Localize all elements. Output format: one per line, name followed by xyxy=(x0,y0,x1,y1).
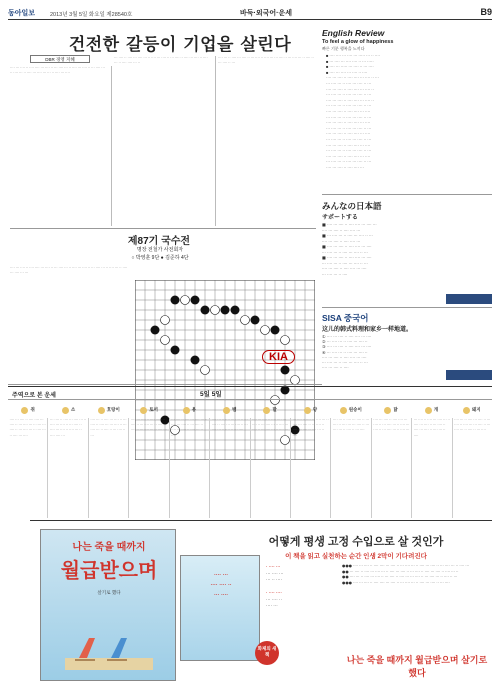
book-title-top: 나는 죽을 때까지 xyxy=(72,542,146,553)
baduk-title: 제87기 국수전 xyxy=(127,236,191,247)
article-headline: 건전한 갈등이 기업을 살린다 xyxy=(68,35,292,55)
monkey-icon xyxy=(340,407,347,414)
sisa-sponsor-badge xyxy=(446,370,492,380)
book-cover xyxy=(40,529,176,681)
book-title-main: 월급받으며 xyxy=(60,560,158,582)
zodiac-rooster: 닭 xyxy=(371,404,411,416)
horoscope-column: ···· ··· ·· ···· ··· ···· ·· ··· ···· ·· ···· ··· ··· ···· ·· ··· ···· ··· ·· ···· ·· ··· ···· xyxy=(210,418,250,518)
ad-badge: 화제의 새 책 xyxy=(255,641,279,665)
horoscope-date: 5일 5일 xyxy=(200,391,222,398)
horoscope-column: ··· ···· ·· ···· ··· ···· ··· ·· ···· ··· ···· ·· ··· ···· ·· ···· ··· ···· ·· ···· ··· ·· ···· xyxy=(412,418,452,518)
article-column-3: ···· ··· ·· ···· ··· ···· ·· ··· ···· ·· ···· ··· ··· ···· ·· ··· ···· ··· ·· ···· ·· ··· ···· ·· ··· xyxy=(218,56,314,66)
horse-icon xyxy=(263,407,270,414)
ad-bullets: · ···· ··· ··· ···· ··· ··· ·· ···· · ···· ···· ··· ···· ·· ···· ··· xyxy=(266,564,284,608)
page-number: B9 xyxy=(480,7,492,17)
column-rule xyxy=(111,66,112,226)
english-review-note: 빠른 기분 행복을 느끼다 xyxy=(322,46,365,51)
horoscope-column: ···· ··· ···· ·· ···· ···· ··· ···· ·· ··· ···· ··· ·· ···· ··· ···· ·· ··· ···· ··· ·· ···· ··· xyxy=(372,418,412,518)
zodiac-rabbit: 토끼 xyxy=(129,404,169,416)
zodiac-dog: 개 xyxy=(411,404,451,416)
baduk-players: ○ 박영훈 9단 ● 김준하 4단 xyxy=(131,255,189,261)
article-column-2: ··· ···· ·· ···· ··· ···· ··· ·· ···· ··· ···· ·· ··· ···· ·· ···· ··· ···· ·· ···· ··· ·· ···· ···· ··· ·· xyxy=(114,56,208,66)
rooster-icon xyxy=(384,407,391,414)
ad-body-text: ●●● ···· ··· ···· ·· ···· ···· ··· ···· ·· ··· ···· ··· ·· ···· ··· ···· ·· ··· ···· ··· ·· ···· ··· ●● ··· ···· ·· ···· ··· ···· ··· ·· ···· ··· ···· ·· ··· ···· ·· ···· ··· ···· ·· ···· ··· ·· ●● ···· ··· ·· ···· ··· ···· ·· ··· ···· ·· ···· ··· ··· ···· ·· ··· ···· ··· ·· ···· ·· ··· ●●● ···· ··· ···· ·· ···· ···· ··· ···· ·· ··· ···· ··· ·· ···· ··· ···· ·· ··· ···· xyxy=(342,563,470,585)
section-rule xyxy=(10,228,316,229)
horoscope-column: ··· ···· ·· ···· ··· ···· ··· ·· ···· ··· ···· ·· ··· ···· ·· ···· ··· ···· ·· ···· ··· ·· ···· xyxy=(291,418,331,518)
japanese-sponsor-badge xyxy=(446,294,492,304)
ad-brand: 나는 죽을 때까지 월급받으며 살기로 했다 xyxy=(346,655,488,678)
dog-icon xyxy=(425,407,432,414)
issue-date: 2013년 3월 5일 화요일 제28540호 xyxy=(50,12,133,18)
horoscope-column: ···· ··· ···· ·· ···· ···· ··· ···· ·· ··· ···· ··· ·· ···· ··· ···· ·· ··· ···· ··· ·· ···· ··· xyxy=(251,418,291,518)
section-title: 바둑·외국어·운세 xyxy=(240,10,292,17)
article-column-1: ···· ··· ···· ·· ···· ···· ··· ···· ·· ··· ···· ··· ·· ···· ··· ···· ·· ··· ···· ··· ·· ···· ··· ·· ···· ··· ···· ··· ··· ·· ···· ··· ···· xyxy=(10,66,105,76)
dragon-icon xyxy=(183,407,190,414)
japanese-lesson-box xyxy=(322,200,492,308)
zodiac-pig: 돼지 xyxy=(452,404,492,416)
zodiac-ox: 소 xyxy=(48,404,88,416)
sisa-chinese-box xyxy=(322,312,492,382)
zodiac-row xyxy=(8,404,492,416)
baduk-subtitle: 명장 전철가 사전회자 xyxy=(136,247,184,253)
book-back-line: ···· ···· ·· xyxy=(210,582,232,588)
section-rule xyxy=(8,384,322,385)
horoscope-column: ···· ··· ·· ···· ··· ···· ·· ··· ···· ·· ···· ··· ··· ···· ·· ··· ···· ··· ·· ···· ·· ··· ···· xyxy=(331,418,371,518)
sisa-title: SISA 중국어 xyxy=(322,313,369,323)
english-review-body: ■ ···· ···· ··· ···· ··· ····· ··· ·· ···· ■ ··· ···· ··· ···· ···· ·· ··· ····· ■ ···· ··· ····· ··· ···· ·· ··· ···· ■ ···· ··· ···· ··· ···· ·· ···· ···· ··· ···· ·· ···· ···· ··· ···· ·· ··· ··· ···· ··· ·· ···· ··· ···· ·· ··· ···· ··· ···· ·· ···· ···· ··· ···· ·· ··· ···· ··· ·· ···· ··· ···· ·· ··· ···· ··· ···· ·· ···· ···· ··· ···· ·· ··· ···· ··· ·· ···· ··· ···· ·· ··· ···· ··· ···· ·· ···· ···· ··· ···· ··· ···· ··· ·· ···· ··· ···· ·· ··· ···· ··· ···· ·· ···· ···· ··· ···· ··· ···· ··· ·· ···· ··· ···· ·· ··· ···· ··· ···· ·· ···· ···· ··· ···· ··· ···· ··· ·· ···· ··· ···· ·· ··· ···· ··· ···· ·· ···· ···· ··· ···· ··· ···· ··· ·· ···· ··· ···· ·· ··· ···· ··· ···· ·· ···· ···· ··· ···· ··· ···· ··· ·· ···· ··· ···· ·· ··· ···· ··· ···· ·· ···· ···· ··· xyxy=(326,53,381,170)
page-header xyxy=(8,6,492,20)
rabbit-icon xyxy=(140,407,147,414)
horoscope-column: ···· ··· ···· ·· ···· ···· ··· ···· ·· ··· ···· ··· ·· ···· ··· ···· ·· ··· ···· ··· ·· ···· ··· ·· ···· ··· ···· xyxy=(8,418,48,518)
sheep-icon xyxy=(304,407,311,414)
column-rule xyxy=(215,56,216,226)
english-review-box xyxy=(322,28,492,195)
snake-icon xyxy=(223,407,230,414)
book-title-end: 살기로 했다 xyxy=(97,591,121,596)
sisa-headline: 这儿的韩式料理和家乡一样地道。 xyxy=(322,326,413,333)
newspaper-logo: 동아일보 xyxy=(8,10,36,17)
ad-headline: 어떻게 평생 고정 수입으로 살 것인가 xyxy=(268,536,444,548)
ox-icon xyxy=(62,407,69,414)
tiger-icon xyxy=(98,407,105,414)
horoscope-columns xyxy=(8,418,492,518)
book-back-cover xyxy=(180,555,260,661)
book-back-line: ···· ··· xyxy=(214,572,228,578)
horoscope-title: 주역으로 본 운세 xyxy=(12,393,56,399)
zodiac-tiger: 호랑이 xyxy=(89,404,129,416)
english-review-subtitle: To feel a glow of happiness xyxy=(322,39,394,45)
horoscope-column: ···· ··· ···· ·· ···· ···· ··· ···· ·· ··· ···· ··· ·· ···· ··· ···· ·· ··· ···· ··· ·· ···· ··· xyxy=(129,418,169,518)
book-back-line: ··· ···· xyxy=(214,592,228,598)
pig-icon xyxy=(463,407,470,414)
zodiac-sheep: 양 xyxy=(290,404,330,416)
beach-chairs-icon xyxy=(65,630,153,670)
horoscope-column: ··· ···· ·· ···· ··· ···· ··· ·· ···· ··· ···· ·· ··· ···· ·· ···· ··· ···· ·· ···· ··· ·· ···· xyxy=(170,418,210,518)
horoscope-header xyxy=(8,386,492,400)
baduk-commentary: ···· ··· ···· ·· ···· ···· ··· ···· ·· ··· ···· ··· ·· ···· ··· ···· ·· ··· ···· ··· ·· ···· ··· ·· ···· ··· ···· ··· ··· xyxy=(10,266,128,276)
horoscope-column: ··· ···· ·· ···· ··· ···· ··· ·· ···· ··· ···· ·· ··· ···· ·· ···· ··· ···· ·· ···· ··· ·· ···· ···· ··· xyxy=(48,418,88,518)
japanese-lesson-body: ■ ···· ··· ···· ·· ···· ···· ··· ···· ··· ···· ··· ···· ·· ···· ···· ··· ■ ··· ···· ··· ·· ···· ··· ···· ·· ··· ···· ··· ···· ·· ···· ···· ··· ■ ···· ··· ···· ·· ···· ···· ··· ···· ··· ···· ··· ·· ···· ··· ···· ·· ··· ■ ···· ··· ···· ·· ···· ···· ··· ···· ··· ···· ··· ·· ···· ··· ···· ·· ··· ···· ··· ···· ·· ···· ···· ··· ···· ··· ···· ··· ·· ···· xyxy=(322,222,377,277)
sisa-body: ① ···· ··· ···· ·· ···· ···· ··· ···· ② ··· ···· ··· ·· ···· ··· ···· ·· ③ ···· ··· ···· ·· ···· ···· ··· ···· ④ ··· ···· ··· ·· ···· ··· ···· ·· ···· ··· ···· ·· ···· ···· ··· ···· ··· ···· ··· ·· ···· ··· ···· ·· ··· ···· ··· ···· ·· ···· xyxy=(322,334,372,371)
english-review-title: English Review xyxy=(322,28,385,38)
horoscope-column: ···· ··· ·· ···· ··· ···· ·· ··· ···· ·· ···· ··· ··· ···· ·· ··· ···· ··· ·· ···· ·· ··· ···· xyxy=(454,418,491,433)
zodiac-horse: 말 xyxy=(250,404,290,416)
ad-subheadline: 이 책을 읽고 실천하는 순간 인생 2막이 기다려진다 xyxy=(285,553,427,560)
zodiac-dragon: 용 xyxy=(169,404,209,416)
zodiac-rat: 쥐 xyxy=(8,404,48,416)
zodiac-monkey: 원숭이 xyxy=(331,404,371,416)
horoscope-column: ···· ··· ·· ···· ··· ···· ·· ··· ···· ·· ···· ··· ··· ···· ·· ··· ···· ··· ·· ···· ·· ··· ···· ·· ··· xyxy=(89,418,129,518)
japanese-lesson-title: みんなの日本語 xyxy=(322,201,382,211)
japanese-lesson-subtitle: サポートする xyxy=(322,214,358,221)
kia-logo: KIA xyxy=(262,350,295,364)
article-byline: DBR 경영 지혜 xyxy=(30,55,90,63)
zodiac-snake: 뱀 xyxy=(210,404,250,416)
book-advertisement xyxy=(30,520,492,685)
rat-icon xyxy=(21,407,28,414)
